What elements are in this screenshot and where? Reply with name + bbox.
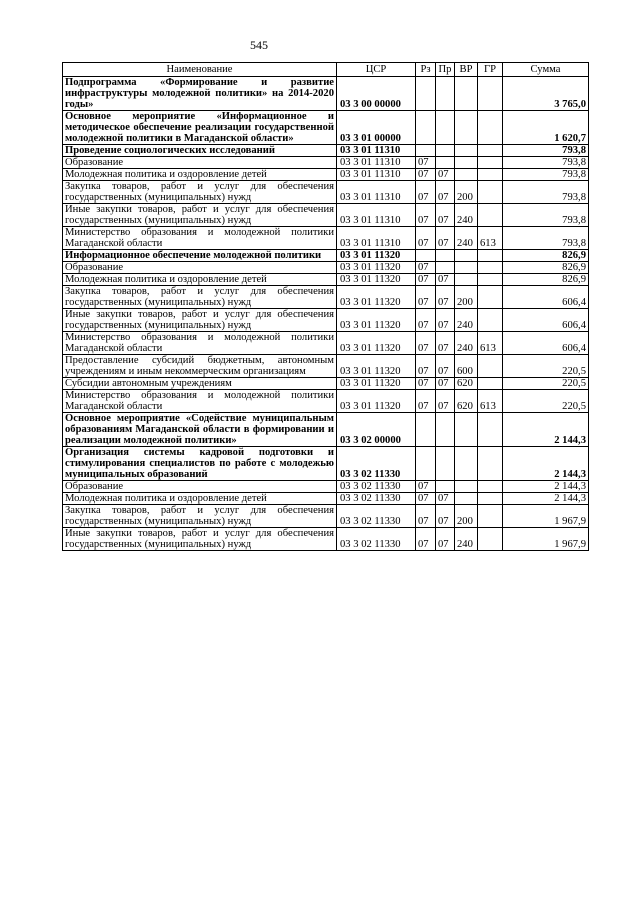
cell-gr (478, 145, 503, 157)
cell-name: Основное мероприятие «Содействие муниципальным образованиям Магаданской области в формировании и реализации молодежной политики» (63, 413, 337, 447)
cell-sum: 1 620,7 (503, 111, 589, 145)
cell-csr: 03 3 01 11320 (337, 250, 416, 262)
cell-csr: 03 3 01 11320 (337, 378, 416, 390)
cell-sum: 793,8 (503, 157, 589, 169)
cell-pr (436, 250, 455, 262)
cell-csr: 03 3 01 11310 (337, 169, 416, 181)
cell-name: Образование (63, 481, 337, 493)
cell-gr: 613 (478, 227, 503, 250)
cell-pr: 07 (436, 505, 455, 528)
cell-csr: 03 3 01 11310 (337, 227, 416, 250)
cell-gr (478, 355, 503, 378)
cell-gr (478, 262, 503, 274)
cell-vr: 600 (455, 355, 478, 378)
cell-csr: 03 3 01 11320 (337, 390, 416, 413)
cell-pr: 07 (436, 227, 455, 250)
cell-gr (478, 481, 503, 493)
cell-pr (436, 481, 455, 493)
cell-rz: 07 (416, 169, 436, 181)
cell-pr: 07 (436, 355, 455, 378)
cell-pr (436, 413, 455, 447)
cell-name: Предоставление субсидий бюджетным, автономным учреждениям и иным некоммерческим организациям (63, 355, 337, 378)
cell-rz (416, 111, 436, 145)
cell-pr: 07 (436, 181, 455, 204)
cell-pr: 07 (436, 169, 455, 181)
cell-pr (436, 77, 455, 111)
cell-vr (455, 145, 478, 157)
cell-csr: 03 3 02 11330 (337, 528, 416, 551)
cell-sum: 826,9 (503, 274, 589, 286)
cell-pr: 07 (436, 309, 455, 332)
cell-rz: 07 (416, 286, 436, 309)
cell-pr: 07 (436, 332, 455, 355)
cell-name: Министерство образования и молодежной политики Магаданской области (63, 227, 337, 250)
cell-gr (478, 493, 503, 505)
cell-gr (478, 274, 503, 286)
cell-pr: 07 (436, 390, 455, 413)
cell-pr (436, 262, 455, 274)
header-pr: Пр (436, 63, 455, 77)
table-row (63, 528, 589, 551)
table-row (63, 378, 589, 390)
cell-csr: 03 3 01 11320 (337, 286, 416, 309)
cell-gr (478, 157, 503, 169)
cell-rz: 07 (416, 332, 436, 355)
cell-csr: 03 3 01 11320 (337, 332, 416, 355)
cell-rz (416, 413, 436, 447)
cell-rz (416, 447, 436, 481)
cell-name: Основное мероприятие «Информационное и методическое обеспечение реализации государственной молодежной политики в Магаданской области» (63, 111, 337, 145)
cell-vr (455, 262, 478, 274)
cell-vr: 240 (455, 227, 478, 250)
table-row (63, 390, 589, 413)
table-row (63, 77, 589, 111)
cell-pr: 07 (436, 274, 455, 286)
cell-csr: 03 3 02 11330 (337, 481, 416, 493)
cell-csr: 03 3 01 00000 (337, 111, 416, 145)
cell-sum: 220,5 (503, 378, 589, 390)
header-csr: ЦСР (337, 63, 416, 77)
cell-rz: 07 (416, 493, 436, 505)
cell-sum: 793,8 (503, 227, 589, 250)
cell-rz: 07 (416, 262, 436, 274)
cell-vr (455, 111, 478, 145)
cell-csr: 03 3 01 11310 (337, 181, 416, 204)
cell-rz: 07 (416, 390, 436, 413)
cell-gr (478, 169, 503, 181)
cell-name: Закупка товаров, работ и услуг для обеспечения государственных (муниципальных) нужд (63, 505, 337, 528)
cell-vr (455, 447, 478, 481)
cell-rz (416, 145, 436, 157)
cell-csr: 03 3 02 11330 (337, 493, 416, 505)
page-number: 545 (250, 38, 268, 52)
cell-pr: 07 (436, 378, 455, 390)
table-row (63, 204, 589, 227)
cell-rz: 07 (416, 481, 436, 493)
cell-vr: 240 (455, 528, 478, 551)
cell-name: Молодежная политика и оздоровление детей (63, 169, 337, 181)
cell-vr: 620 (455, 390, 478, 413)
table-row (63, 157, 589, 169)
cell-vr: 620 (455, 378, 478, 390)
cell-sum: 793,8 (503, 169, 589, 181)
cell-gr (478, 447, 503, 481)
budget-table (62, 62, 589, 551)
cell-gr (478, 309, 503, 332)
cell-vr (455, 413, 478, 447)
cell-sum: 2 144,3 (503, 447, 589, 481)
cell-name: Министерство образования и молодежной политики Магаданской области (63, 390, 337, 413)
cell-sum: 220,5 (503, 390, 589, 413)
table-row (63, 274, 589, 286)
cell-name: Молодежная политика и оздоровление детей (63, 493, 337, 505)
table-row (63, 262, 589, 274)
table-row (63, 309, 589, 332)
cell-pr (436, 145, 455, 157)
table-row (63, 181, 589, 204)
cell-vr: 200 (455, 181, 478, 204)
cell-sum: 220,5 (503, 355, 589, 378)
cell-rz: 07 (416, 355, 436, 378)
cell-sum: 826,9 (503, 262, 589, 274)
cell-gr (478, 111, 503, 145)
table-row (63, 447, 589, 481)
cell-vr: 200 (455, 286, 478, 309)
cell-name: Организация системы кадровой подготовки и стимулирования специалистов по работе с молодежью муниципальных образований (63, 447, 337, 481)
cell-gr (478, 378, 503, 390)
cell-rz: 07 (416, 204, 436, 227)
cell-name: Закупка товаров, работ и услуг для обеспечения государственных (муниципальных) нужд (63, 181, 337, 204)
cell-name: Закупка товаров, работ и услуг для обеспечения государственных (муниципальных) нужд (63, 286, 337, 309)
cell-csr: 03 3 01 11310 (337, 204, 416, 227)
table-row (63, 355, 589, 378)
cell-gr: 613 (478, 332, 503, 355)
cell-name: Образование (63, 157, 337, 169)
table-row (63, 505, 589, 528)
cell-rz: 07 (416, 157, 436, 169)
cell-vr (455, 77, 478, 111)
cell-gr (478, 181, 503, 204)
cell-gr (478, 528, 503, 551)
cell-vr: 240 (455, 204, 478, 227)
table-row (63, 227, 589, 250)
header-rz: Рз (416, 63, 436, 77)
cell-csr: 03 3 01 11320 (337, 309, 416, 332)
cell-sum: 606,4 (503, 332, 589, 355)
cell-rz: 07 (416, 528, 436, 551)
cell-csr: 03 3 02 11330 (337, 505, 416, 528)
cell-rz: 07 (416, 181, 436, 204)
table-row (63, 413, 589, 447)
cell-gr (478, 505, 503, 528)
cell-pr: 07 (436, 204, 455, 227)
cell-rz (416, 77, 436, 111)
cell-rz: 07 (416, 378, 436, 390)
cell-vr (455, 157, 478, 169)
cell-rz: 07 (416, 227, 436, 250)
cell-sum: 2 144,3 (503, 413, 589, 447)
table-row (63, 169, 589, 181)
cell-sum: 606,4 (503, 286, 589, 309)
cell-sum: 826,9 (503, 250, 589, 262)
header-vr: ВР (455, 63, 478, 77)
cell-gr (478, 204, 503, 227)
table-row (63, 286, 589, 309)
table-row (63, 250, 589, 262)
cell-csr: 03 3 01 11310 (337, 157, 416, 169)
header-gr: ГР (478, 63, 503, 77)
cell-name: Подпрограмма «Формирование и развитие инфраструктуры молодежной политики» на 2014-2020 годы» (63, 77, 337, 111)
table-row (63, 111, 589, 145)
cell-rz: 07 (416, 274, 436, 286)
table-row (63, 332, 589, 355)
table-row (63, 481, 589, 493)
header-name: Наименование (63, 63, 337, 77)
cell-name: Проведение социологических исследований (63, 145, 337, 157)
cell-name: Иные закупки товаров, работ и услуг для обеспечения государственных (муниципальных) нужд (63, 204, 337, 227)
cell-vr: 240 (455, 332, 478, 355)
cell-pr: 07 (436, 286, 455, 309)
table-body (63, 77, 589, 551)
table-header-row (63, 63, 589, 77)
cell-name: Образование (63, 262, 337, 274)
cell-pr (436, 447, 455, 481)
cell-name: Иные закупки товаров, работ и услуг для обеспечения государственных (муниципальных) нужд (63, 528, 337, 551)
header-sum: Сумма (503, 63, 589, 77)
cell-sum: 3 765,0 (503, 77, 589, 111)
cell-rz: 07 (416, 309, 436, 332)
cell-csr: 03 3 01 11320 (337, 262, 416, 274)
cell-sum: 1 967,9 (503, 528, 589, 551)
cell-gr (478, 286, 503, 309)
cell-sum: 793,8 (503, 145, 589, 157)
cell-rz: 07 (416, 505, 436, 528)
cell-name: Молодежная политика и оздоровление детей (63, 274, 337, 286)
cell-vr (455, 169, 478, 181)
cell-vr (455, 481, 478, 493)
table-row (63, 493, 589, 505)
cell-vr (455, 250, 478, 262)
cell-gr (478, 77, 503, 111)
cell-gr (478, 413, 503, 447)
cell-pr (436, 111, 455, 145)
cell-csr: 03 3 01 11320 (337, 355, 416, 378)
cell-name: Субсидии автономным учреждениям (63, 378, 337, 390)
table-row (63, 145, 589, 157)
cell-csr: 03 3 01 11310 (337, 145, 416, 157)
cell-vr: 240 (455, 309, 478, 332)
cell-sum: 793,8 (503, 181, 589, 204)
cell-pr: 07 (436, 493, 455, 505)
cell-gr: 613 (478, 390, 503, 413)
cell-csr: 03 3 01 11320 (337, 274, 416, 286)
cell-rz (416, 250, 436, 262)
cell-sum: 1 967,9 (503, 505, 589, 528)
cell-pr: 07 (436, 528, 455, 551)
cell-sum: 793,8 (503, 204, 589, 227)
cell-vr (455, 493, 478, 505)
cell-name: Информационное обеспечение молодежной политики (63, 250, 337, 262)
cell-sum: 606,4 (503, 309, 589, 332)
cell-name: Министерство образования и молодежной политики Магаданской области (63, 332, 337, 355)
cell-pr (436, 157, 455, 169)
cell-name: Иные закупки товаров, работ и услуг для обеспечения государственных (муниципальных) нужд (63, 309, 337, 332)
cell-csr: 03 3 02 00000 (337, 413, 416, 447)
cell-sum: 2 144,3 (503, 493, 589, 505)
cell-csr: 03 3 02 11330 (337, 447, 416, 481)
cell-gr (478, 250, 503, 262)
cell-sum: 2 144,3 (503, 481, 589, 493)
cell-vr (455, 274, 478, 286)
cell-vr: 200 (455, 505, 478, 528)
cell-csr: 03 3 00 00000 (337, 77, 416, 111)
